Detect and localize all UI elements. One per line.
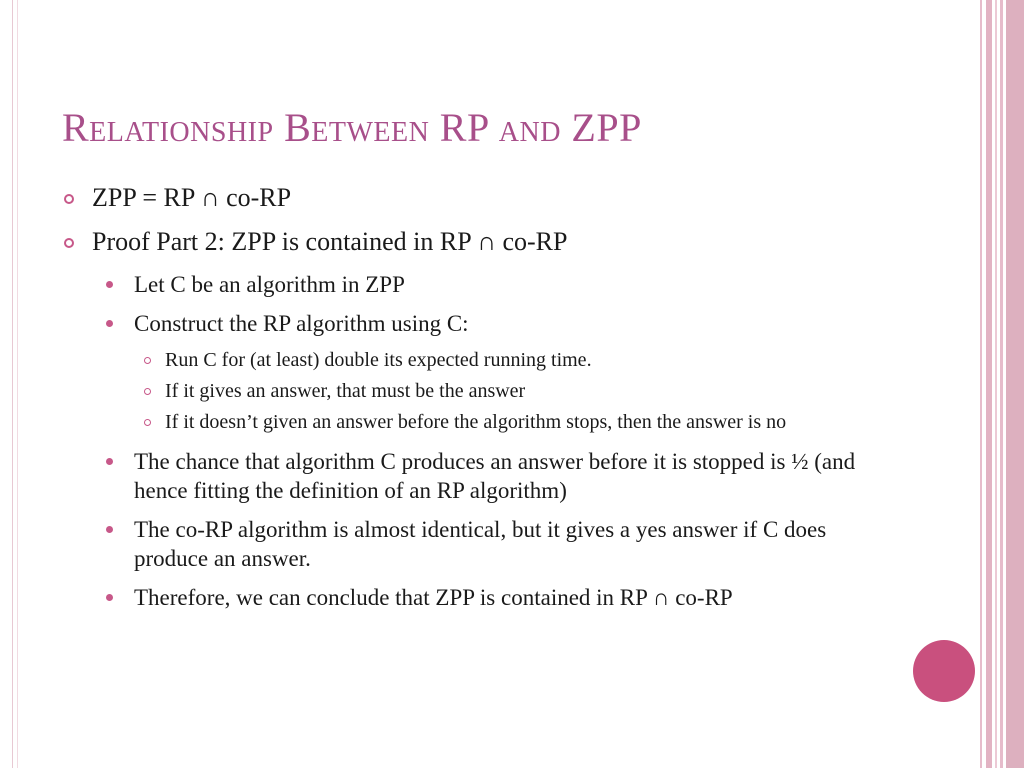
left-border-line [12,0,13,768]
slide-title: Relationship Between RP and ZPP [62,105,642,150]
right-decorative-stripes [980,0,1024,768]
bullet-text: Construct the RP algorithm using C: [134,311,469,336]
bullet-text: ZPP = RP ∩ co-RP [92,183,292,212]
sub-bullet-item [62,270,882,299]
stripe [1000,0,1003,768]
sub-bullet-item [62,447,882,505]
dot-bullet-icon [106,594,113,601]
ring-bullet-icon [144,357,151,364]
sub-sub-bullet-item [62,379,882,404]
dot-bullet-icon [106,526,113,533]
sub-sub-bullet-item [62,348,882,373]
stripe [995,0,997,768]
dot-bullet-icon [106,281,113,288]
stripe [986,0,992,768]
dot-bullet-icon [106,458,113,465]
ring-bullet-icon [144,419,151,426]
bullet-text: Therefore, we can conclude that ZPP is contained in RP ∩ co-RP [134,585,733,610]
bullet-text: If it gives an answer, that must be the answer [165,380,526,402]
dot-bullet-icon [106,320,113,327]
decorative-circle-icon [913,640,975,702]
bullet-text: The co-RP algorithm is almost identical, but it gives a yes answer if C does produce an answer. [134,517,827,571]
sub-sub-bullet-item [62,410,882,435]
ring-bullet-icon [64,238,74,248]
bullet-text: Run C for (at least) double its expected running time. [165,349,592,371]
sub-bullet-item [62,583,882,612]
bullet-text: If it doesn’t given an answer before the algorithm stops, then the answer is no [165,411,787,433]
sub-bullet-item [62,515,882,573]
stripe [980,0,982,768]
stripe [1006,0,1024,768]
left-border-line-inner [17,0,18,768]
bullet-item [62,182,882,214]
ring-bullet-icon [64,194,74,204]
sub-bullet-item [62,309,882,338]
bullet-text: Let C be an algorithm in ZPP [134,272,405,297]
slide-content [62,182,882,622]
ring-bullet-icon [144,388,151,395]
bullet-item [62,226,882,258]
bullet-text: Proof Part 2: ZPP is contained in RP ∩ co-RP [92,227,568,256]
bullet-text: The chance that algorithm C produces an answer before it is stopped is ½ (and hence fitting the definition of an RP algorithm) [134,449,856,503]
